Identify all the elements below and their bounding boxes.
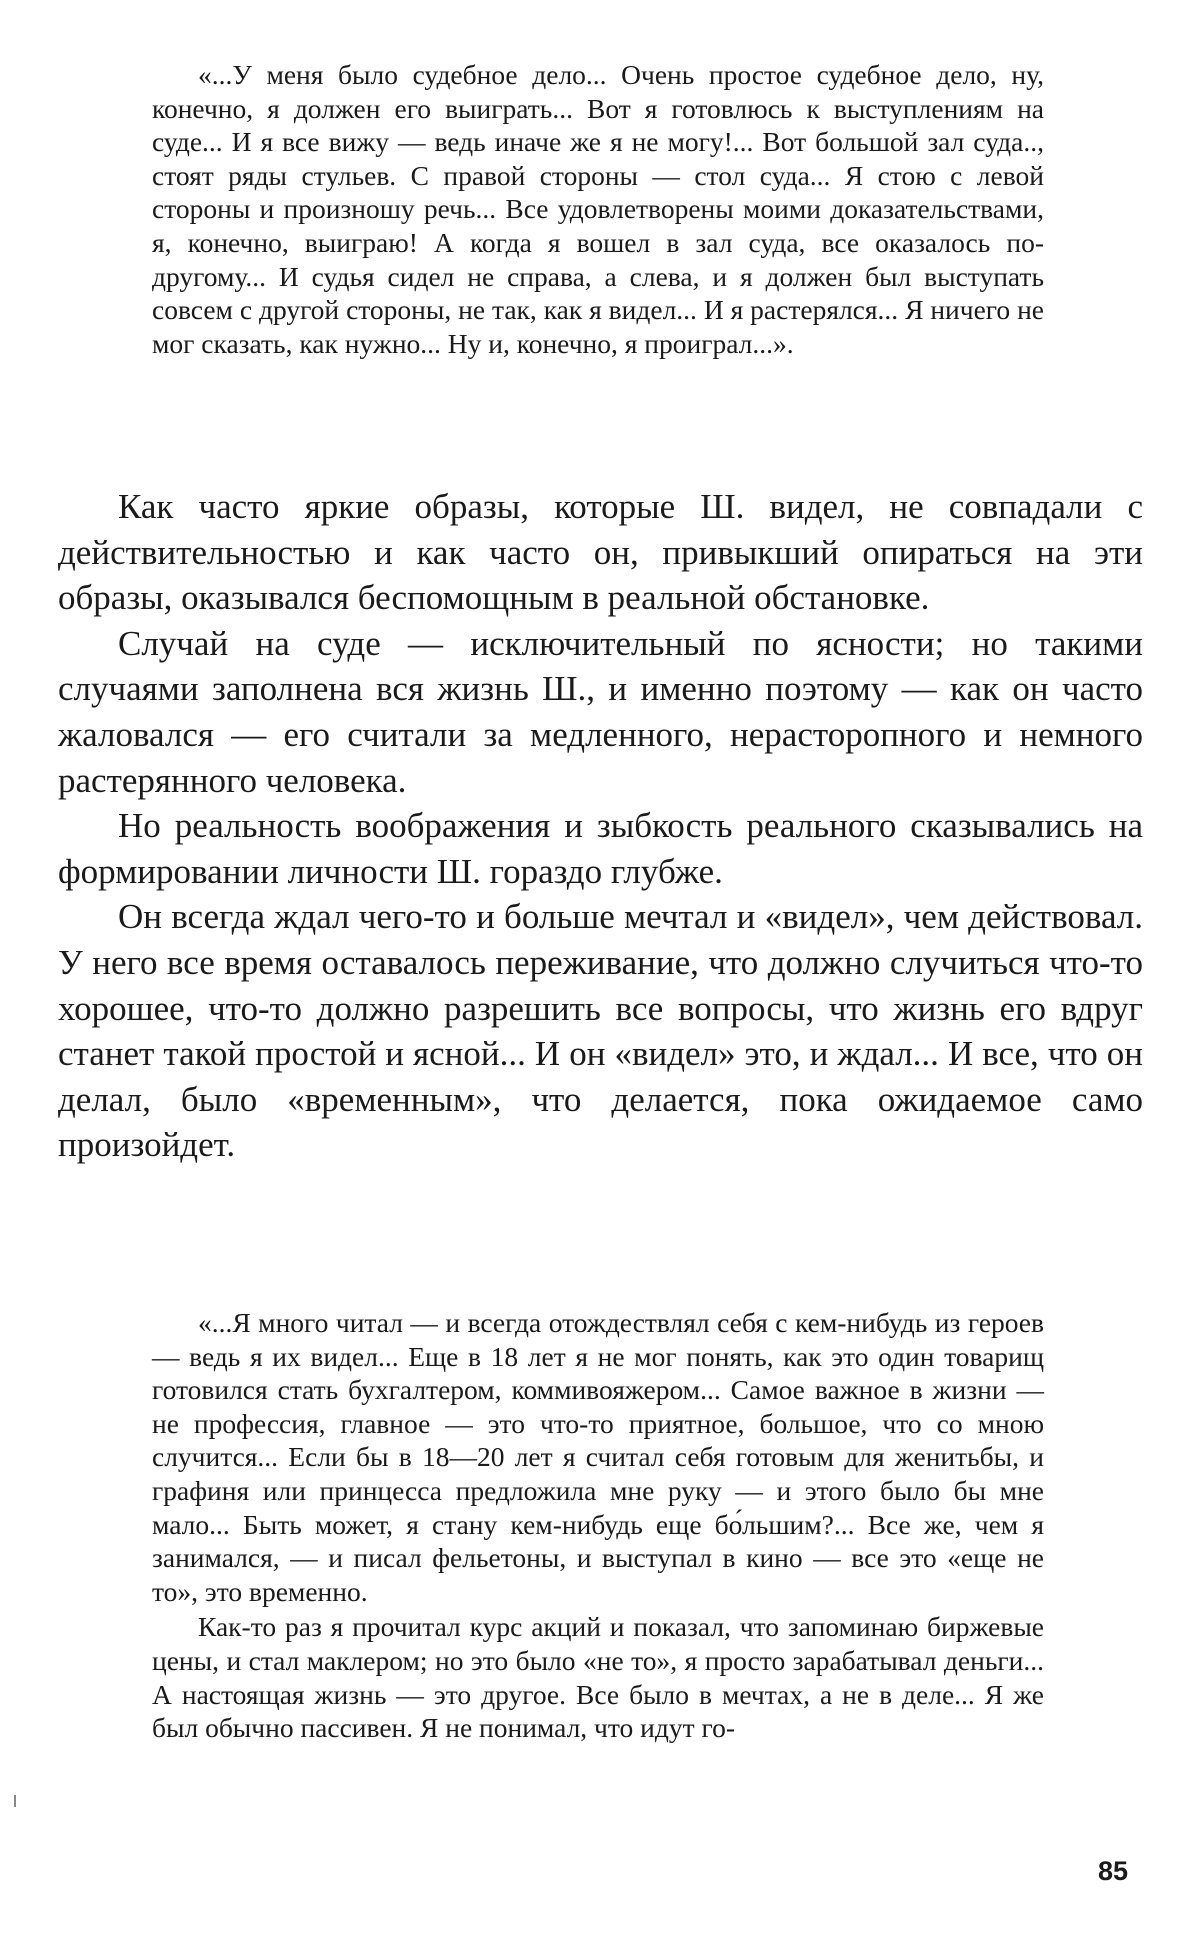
main-paragraph-imagination: Но реальность воображения и зыбкость реального сказывались на формировании личности Ш. гораздо глубже. — [58, 806, 1143, 891]
page-number: 85 — [1098, 1856, 1129, 1886]
quote-block-reading — [152, 1306, 1044, 1745]
quote-paragraph: «...У меня было судебное дело... Очень простое судебное дело, ну, конечно, я должен его выиграть... Вот я готовлюсь к выступлениям на суде... И я все вижу — ведь иначе же я не могу!... Вот большой зал суда.., стоят ряды стульев. С правой стороны — стол суда... Я стою с левой стороны и произношу речь... Все удовлетворены моими доказательствами, я, конечно, выиграю! А когда я вошел в зал суда, все оказалось по-другому... И судья сидел не справа, а слева, и я должен был выступать совсем с другой стороны, не так, как я видел... И я растерялся... Я ничего не мог сказать, как нужно... Ну и, конечно, я проиграл...». — [152, 59, 1044, 359]
main-paragraph-court-case: Случай на суде — исключительный по ясности; но такими случаями заполнена вся жизнь Ш., и именно поэтому — как он часто жаловался — его считали за медленного, нерасторопного и немного растерянного человека. — [58, 623, 1143, 800]
quote-paragraph: «...Я много читал — и всегда отождествлял себя с кем-нибудь из героев — ведь я их видел... Еще в 18 лет я не мог понять, как это один товарищ готовился стать бухгалтером, коммивояжером... Самое важное в жизни — не профессия, главное — это что-то приятное, большое, что со мною случится... Если бы в 18—20 лет я считал себя готовым для женитьбы, и графиня или принцесса предложила мне руку — и этого было бы мне мало... Быть может, я стану кем-нибудь еще бо́льшим?... Все же, чем я занимался, — и писал фельетоны, и выступал в кино — все это «еще не то», это временно. — [152, 1307, 1044, 1607]
main-text — [58, 484, 1143, 1168]
quote-block-court-case — [152, 58, 1044, 360]
main-paragraph-waiting: Он всегда ждал чего-то и больше мечтал и «видел», чем действовал. У него все время оставалось переживание, что должно случиться что-то хорошее, что-то должно разрешить все вопросы, что жизнь его вдруг станет такой простой и ясной... И он «видел» это, и ждал... И все, что он делал, было «временным», что делается, пока ожидаемое само произойдет. — [58, 897, 1143, 1165]
quote-paragraph: Как-то раз я прочитал курс акций и показал, что запоминаю биржевые цены, и стал маклером; но это было «не то», я просто зарабатывал деньги... А настоящая жизнь — это другое. Все было в мечтах, а не в деле... Я же был обычно пассивен. Я не понимал, что идут го- — [152, 1611, 1044, 1744]
scan-speck — [14, 1795, 16, 1807]
main-paragraph-images: Как часто яркие образы, которые Ш. видел, не совпадали с действительностью и как часто он, привыкший опираться на эти образы, оказывался беспомощным в реальной обстановке. — [58, 487, 1143, 618]
